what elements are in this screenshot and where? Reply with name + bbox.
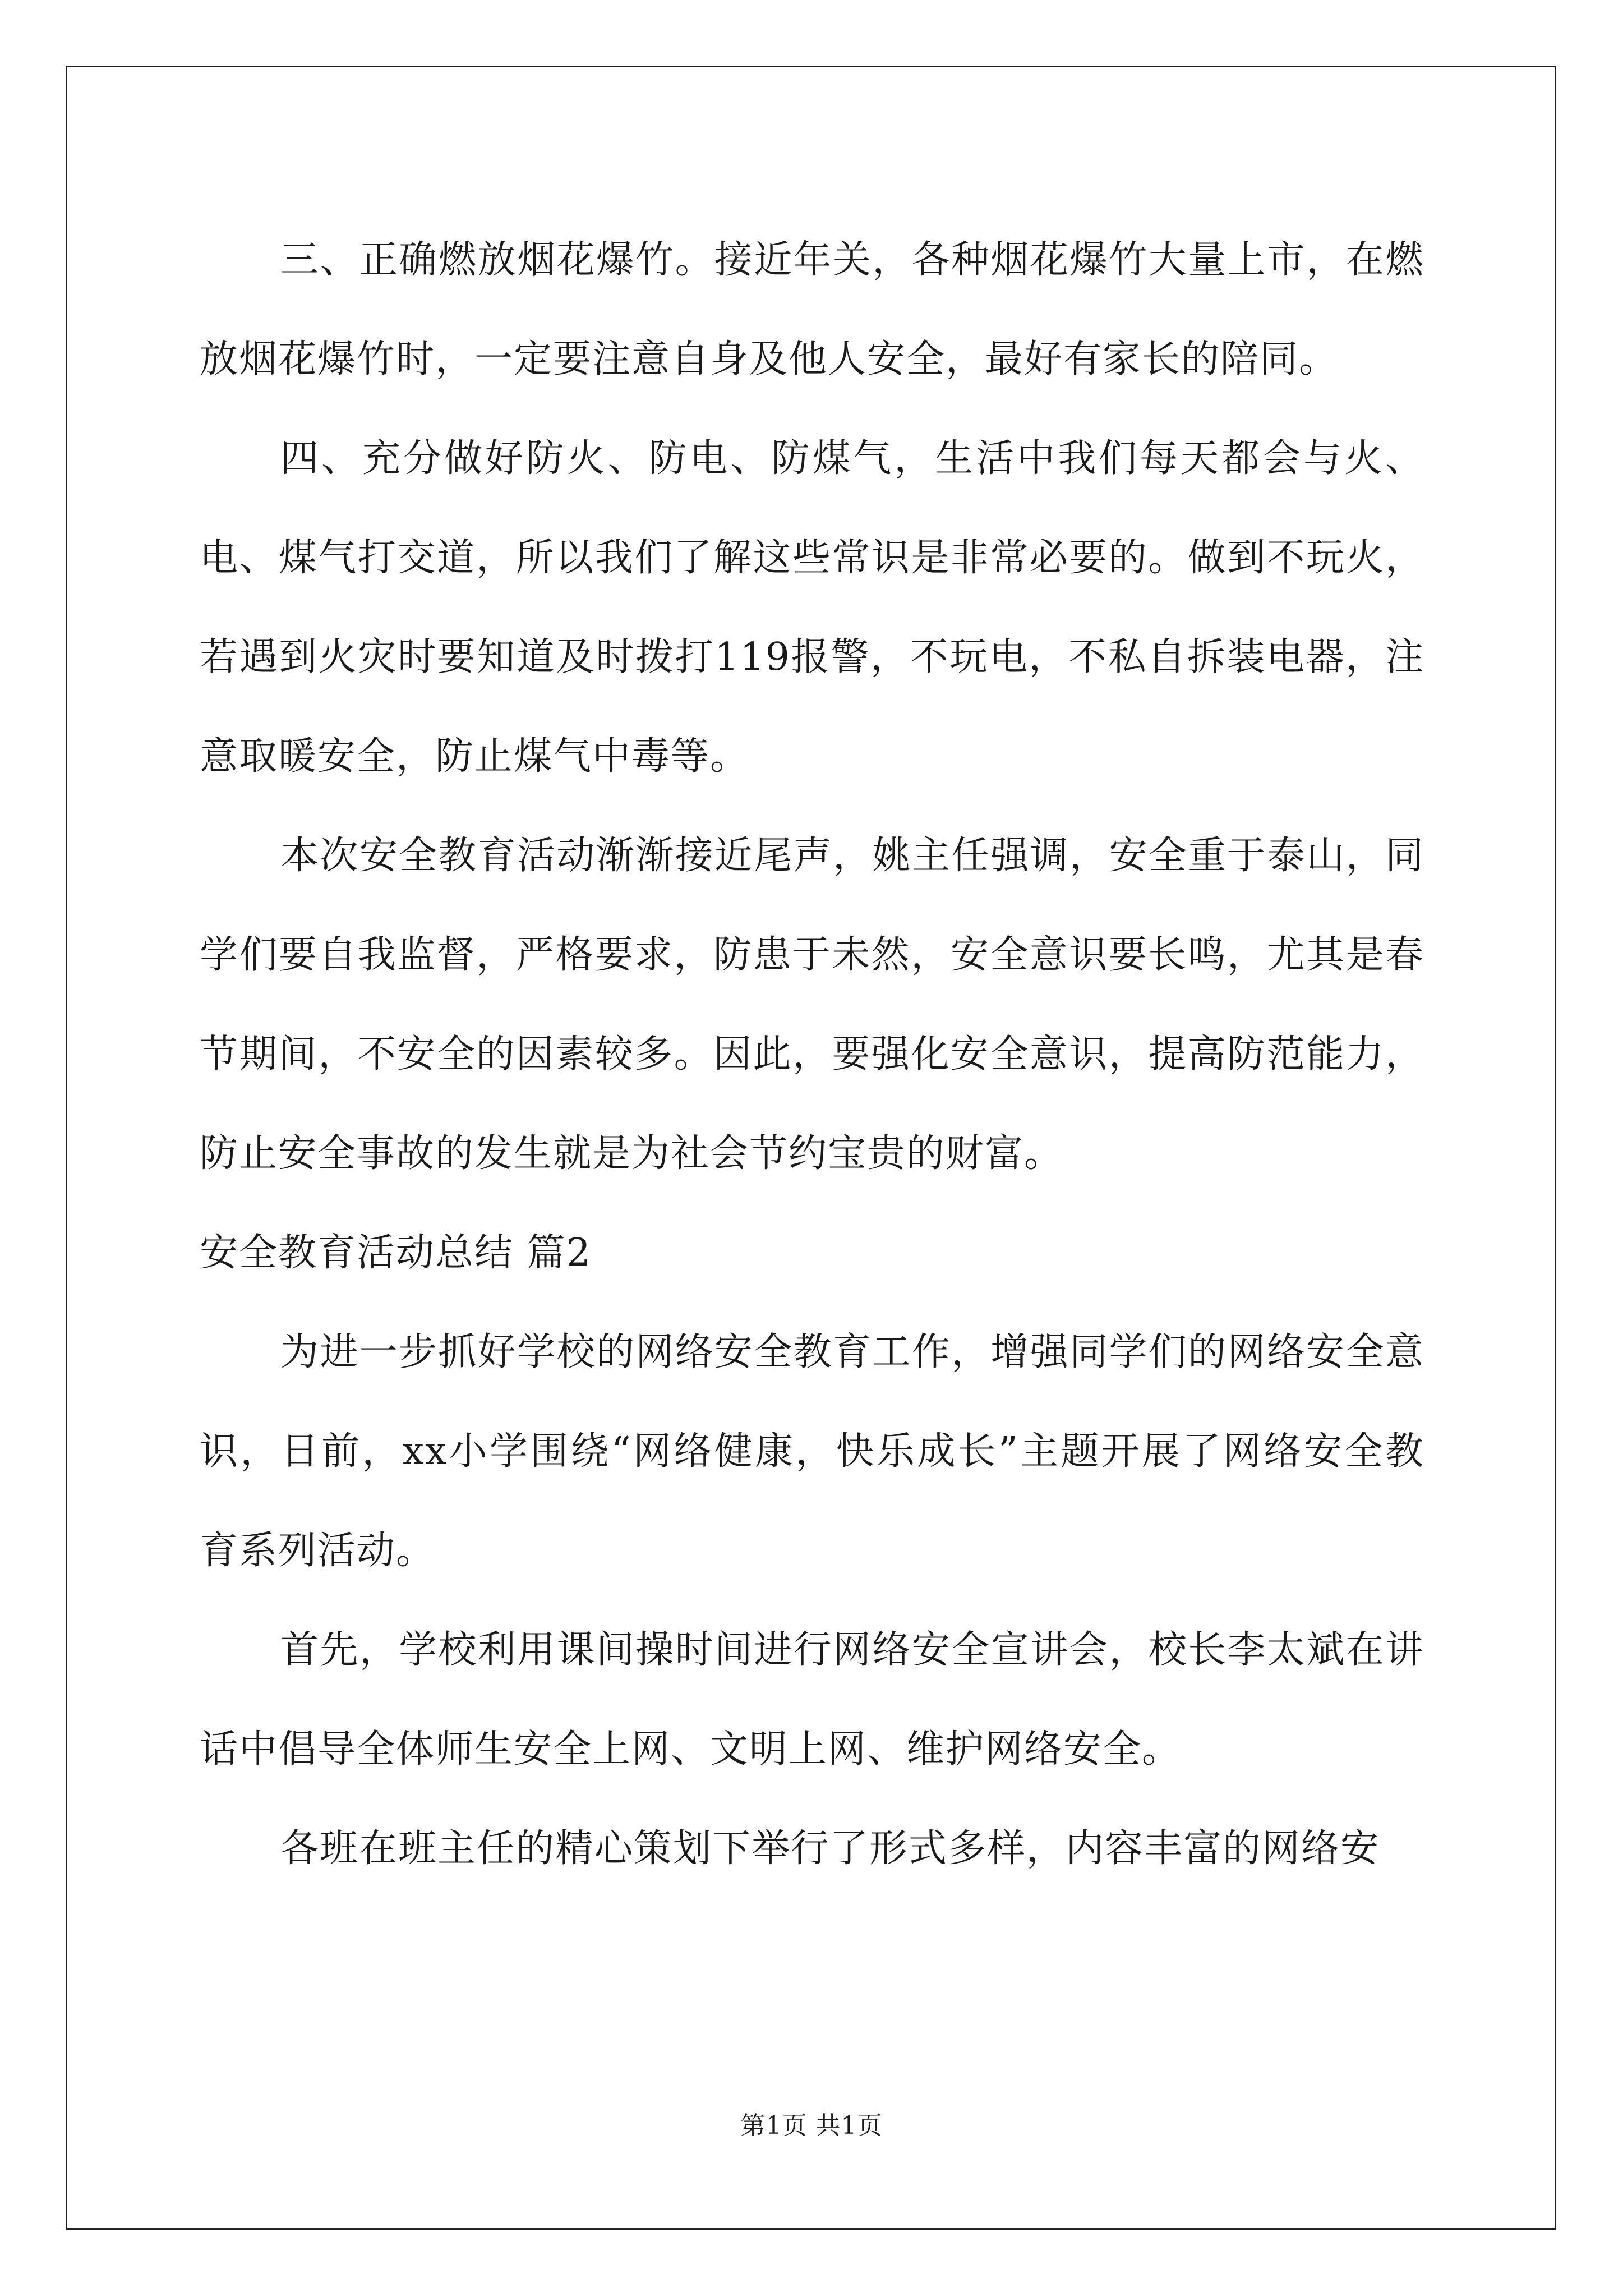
paragraph-network-intro: 为进一步抓好学校的网络安全教育工作，增强同学们的网络安全意识，日前，xx小学围绕“网络健康，快乐成长”主题开展了网络安全教育系列活动。 bbox=[200, 1330, 1424, 1573]
paragraph-fireworks: 三、正确燃放烟花爆竹。接近年关，各种烟花爆竹大量上市，在燃放烟花爆竹时，一定要注意自身及他人安全，最好有家长的陪同。 bbox=[200, 238, 1424, 381]
page-footer: 第1页 共1页 bbox=[740, 2111, 883, 2140]
section-title: 安全教育活动总结 篇2 bbox=[200, 1231, 592, 1275]
paragraph-fire-safety: 四、充分做好防火、防电、防煤气，生活中我们每天都会与火、电、煤气打交道，所以我们了解这些常识是非常必要的。做到不玩火，若遇到火灾时要知道及时拨打119报警，不玩电，不私自拆装电器，注意取暖安全，防止煤气中毒等。 bbox=[200, 436, 1424, 779]
paragraph-conclusion: 本次安全教育活动渐渐接近尾声，姚主任强调，安全重于泰山，同学们要自我监督，严格要求，防患于未然，安全意识要长鸣，尤其是春节期间，不安全的因素较多。因此，要强化安全意识，提高防范能力，防止安全事故的发生就是为社会节约宝贵的财富。 bbox=[200, 834, 1424, 1176]
paragraph-class-activities: 各班在班主任的精心策划下举行了形式多样，内容丰富的网络安 bbox=[280, 1826, 1380, 1871]
document-body bbox=[200, 210, 1424, 1898]
paragraph-network-lecture: 首先，学校利用课间操时间进行网络安全宣讲会，校长李太斌在讲话中倡导全体师生安全上网、文明上网、维护网络安全。 bbox=[200, 1628, 1424, 1772]
